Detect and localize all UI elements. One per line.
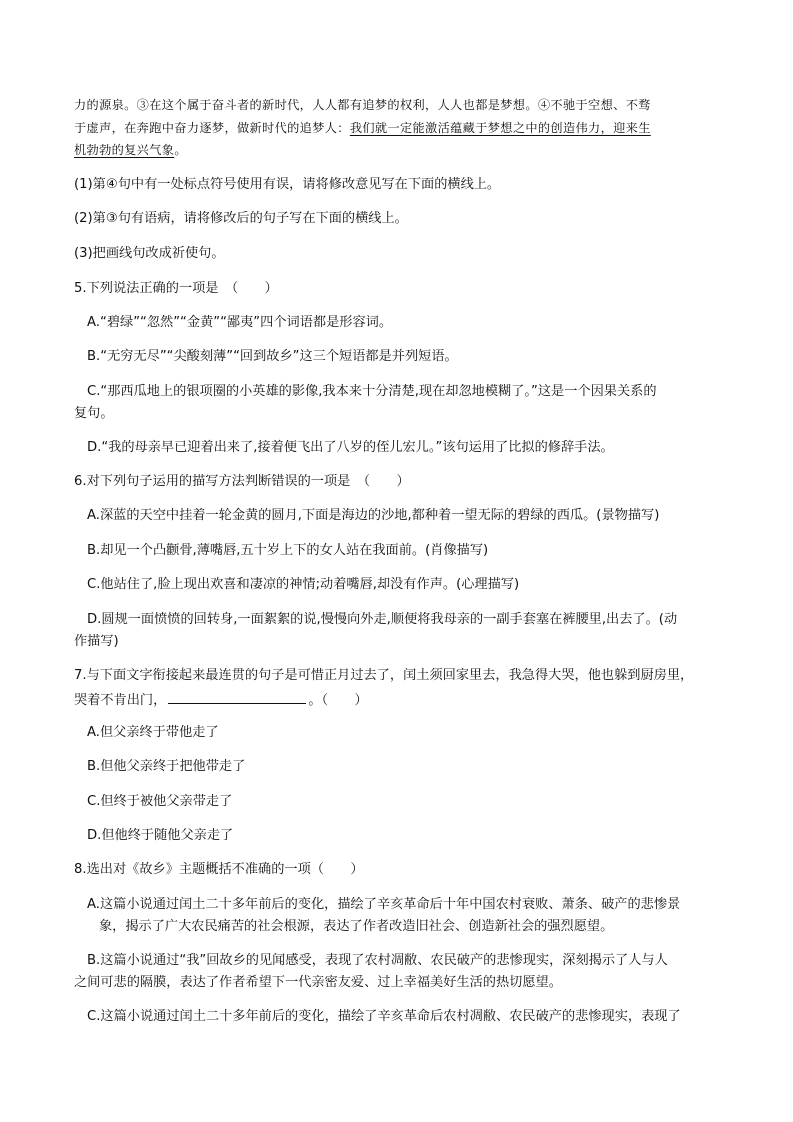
passage-line-3: [74, 141, 187, 159]
passage-line-1: 力的源泉。③在这个属于奋斗者的新时代，人人都有追梦的权利，人人也都是梦想。④不驰于空想、不骛: [74, 98, 651, 112]
q8-option-a-line-2: 象，揭示了广大农民痛苦的社会根源，表达了作者改造旧社会、创造新社会的强烈愿望。: [99, 919, 614, 934]
q7-option-a: A.但父亲终于带他走了: [87, 725, 219, 740]
passage-line-2-plain: 于虚声，在奔跑中奋力逐梦，做新时代的追梦人：: [74, 121, 350, 135]
q8-option-c-line-1: C.这篇小说通过闰土二十多年前后的变化，描绘了辛亥革命后农村凋敝、农民破产的悲惨现实，表现了: [87, 1009, 681, 1024]
q6-option-d-line-2: 作描写): [74, 634, 119, 649]
q5-stem: 5.下列说法正确的一项是 （ ）: [74, 281, 278, 296]
q6-option-a: A.深蓝的天空中挂着一轮金黄的圆月,下面是海边的沙地,都种着一望无际的碧绿的西瓜。(景物描写): [87, 508, 660, 523]
q6-stem: 6.对下列句子运用的描写方法判断错误的一项是 （ ）: [74, 474, 410, 489]
q7-stem-line-1: 7.与下面文字衔接起来最连贯的句子是可惜正月过去了，闰土须回家里去，我急得大哭，他也躲到厨房里，: [74, 668, 694, 683]
q4-part-2: (2)第③句有语病，请将修改后的句子写在下面的横线上。: [74, 211, 408, 226]
q6-option-b: B.却见一个凸颧骨,薄嘴唇,五十岁上下的女人站在我面前。(肖像描写): [87, 543, 489, 558]
passage-line-2: [74, 119, 651, 137]
q8-option-b-line-1: B.这篇小说通过“我”回故乡的见闻感受，表现了农村凋敝、农民破产的悲惨现实，深刻揭示了人与人: [87, 953, 668, 968]
q7-option-c: C.但终于被他父亲带走了: [87, 794, 233, 809]
q7-stem-line-2: [74, 689, 368, 710]
q6-option-d-line-1: D.圆规一面愤愤的回转身,一面絮絮的说,慢慢向外走,顺便将我母亲的一副手套塞在裤腰里,出去了。(动: [87, 612, 678, 627]
q5-option-b: B.“无穷无尽”“尖酸刻薄”“回到故乡”这三个短语都是并列短语。: [87, 349, 458, 364]
q8-option-b-line-2: 之间可悲的隔膜，表达了作者希望下一代亲密友爱、过上幸福美好生活的热切愿望。: [74, 975, 562, 990]
q8-stem: 8.选出对《故乡》主题概括不准确的一项（ ）: [74, 862, 364, 877]
q5-option-c-line-1: C.“那西瓜地上的银项圈的小英雄的影像,我本来十分清楚,现在却忽地模糊了。”这是一个因果关系的: [87, 384, 657, 399]
q5-option-d: D.“我的母亲早已迎着出来了,接着便飞出了八岁的侄儿宏儿。”该句运用了比拟的修辞手法。: [87, 440, 614, 455]
q8-option-a-line-1: A.这篇小说通过闰土二十多年前后的变化，描绘了辛亥革命后十年中国农村衰败、萧条、破产的悲惨景: [87, 897, 681, 912]
q7-stem-after-blank: 。（ ）: [308, 693, 368, 708]
q4-part-1: (1)第④句中有一处标点符号使用有误，请将修改意见写在下面的横线上。: [74, 177, 501, 192]
q4-part-3: (3)把画线句改成祈使句。: [74, 246, 225, 261]
q5-option-a: A.“碧绿”“忽然”“金黄”“鄙夷”四个词语都是形容词。: [87, 315, 393, 330]
q7-stem-before-blank: 哭着不肯出门，: [74, 693, 167, 708]
q7-option-b: B.但他父亲终于把他带走了: [87, 759, 246, 774]
answer-blank[interactable]: [168, 689, 306, 704]
q6-option-c: C.他站住了,脸上现出欢喜和凄凉的神情;动着嘴唇,却没有作声。(心理描写): [87, 577, 520, 592]
q5-option-c-line-2: 复句。: [74, 406, 114, 421]
passage-line-3-tail: 。: [174, 143, 187, 157]
q7-option-d: D.但他终于随他父亲走了: [87, 828, 234, 843]
underlined-sentence-part-2: 机勃勃的复兴气象: [74, 143, 175, 157]
underlined-sentence-part-1: 我们就一定能激活蕴藏于梦想之中的创造伟力，迎来生: [349, 121, 651, 135]
